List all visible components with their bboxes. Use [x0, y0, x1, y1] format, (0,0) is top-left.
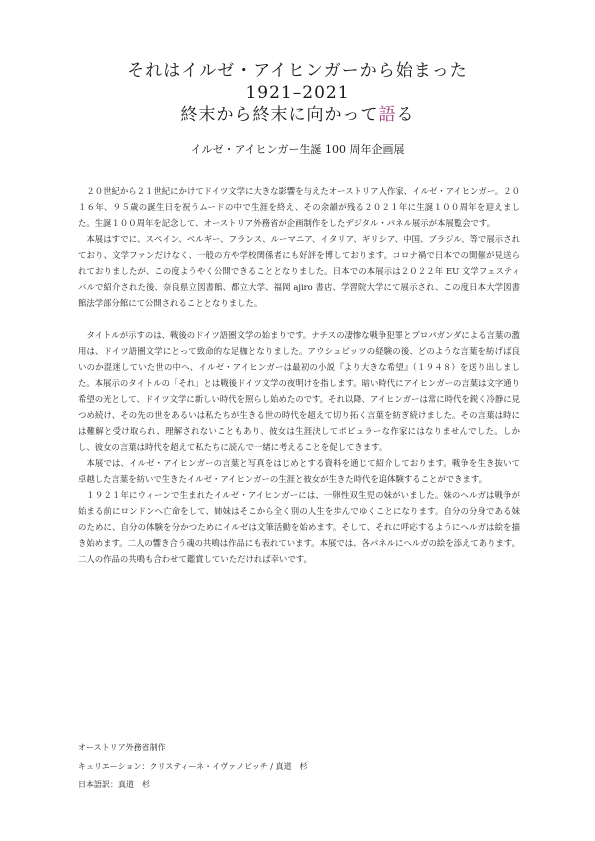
title-line-3-prefix: 終末から終末に向かって	[180, 105, 379, 125]
credits	[78, 739, 520, 795]
paragraph-title-meaning: タイトルが示すのは、戦後のドイツ語圏文学の始まりです。ナチスの凄惨な戦争犯罪とプロパガンダによる言葉の濫用は、ドイツ語圏文学にとって致命的な足枷となりました。アウシュビッツの経験の後、どのような言葉を紡げば良いのか混迷していた世の中へ、イルゼ・アイヒンガーは最初の小説『より大きな希望』（１９４８）を送り出しました。本展示のタイトルの「それ」とは戦後ドイツ文学の夜明けを指します。暗い時代にアイヒンガーの言葉は文字通り希望の光として、ドイツ文学に新しい時代を照らし始めたのです。それ以降、アイヒンガーは常に時代を鋭く冷静に見つめ続け、その先の世をあるいは私たちが生きる世の時代を超えて切り拓く言葉を紡ぎ続けました。その言葉は時には難解と受け取られ、理解されないこともあり、彼女は生涯決してポピュラーな作家にはなりませんでした。しかし、彼女の言葉は時代を超えて私たちに読んで一緒に考えることを促してきます。	[78, 330, 520, 452]
exhibition-subtitle: イルゼ・アイヒンガー生誕 100 周年企画展	[190, 143, 405, 156]
title-line-1: それはイルゼ・アイヒンガーから始まった	[127, 61, 468, 81]
title-accent-character: 語	[378, 105, 397, 125]
paragraph-spacer	[78, 311, 520, 327]
paragraph-intro: ２０世紀から２１世紀にかけてドイツ文学に大きな影響を与えたオーストリア人作家、イルゼ・アイヒンガー。２０１６年、９５歳の誕生日を祝うムードの中で生涯を終え、その余韻が残る２０２１年に生誕１００周年を迎えました。生誕１００周年を記念して、オーストリア外務省が企画制作をしたデジタル・パネル展示が本展覧会です。	[78, 186, 520, 228]
title-block	[0, 60, 595, 126]
credit-curation: キュリエーション：クリスティーネ・イヴァノビッチ / 真道 杉	[78, 761, 308, 771]
title-line-3-suffix: る	[396, 105, 415, 125]
title-line-3	[0, 104, 595, 126]
paragraph-exhibition-content: 本展では、イルゼ・アイヒンガーの言葉と写真をはじめとする資料を通じて紹介しております。戦争を生き抜いて卓越した言葉を紡いで生きたイルゼ・アイヒンガーの生涯と彼女が生きた時代を追体験することができます。	[78, 458, 520, 484]
credit-translation: 日本語訳：真道 杉	[78, 780, 150, 789]
paragraph-sister-helga: １９２１年にウィーンで生まれたイルゼ・アイヒンガーには、一卵性双生児の妹がいました。妹のヘルガは戦争が始まる前にロンドンへ亡命をして、姉妹はそこから全く別の人生を歩んでゆくことになります。自分の分身である妹のために、自分の体験を分かつためにイルゼは文筆活動を始めます。そして、それに呼応するようにヘルガは絵を描き始めます。二人の響き合う魂の共鳴は作品にも表れています。本展では、各パネルにヘルガの絵を添えてあります。二人の作品の共鳴も合わせて鑑賞していただければ幸いです。	[78, 490, 520, 564]
title-years: 1921–2021	[245, 83, 350, 103]
paragraph-venues: 本展はすでに、スペイン、ベルギー、フランス、ルーマニア、イタリア、ギリシア、中国、ブラジル、等で展示されており、文学ファンだけなく、一般の方や学校関係者にも好評を博しております。コロナ禍で日本での開催が見送られておりましたが、この度ようやく公開できることとなりました。日本での本展示は２０２２年 EU 文学フェスティバルで紹介された後、奈良県立図書館、都立大学、福岡 ajiro 書店、学習院大学にて展示され、この度日本大学図書館法学部分館にて公開されることとなりました。	[78, 234, 520, 308]
body-text	[78, 183, 520, 567]
credit-production: オーストリア外務省制作	[78, 743, 166, 752]
